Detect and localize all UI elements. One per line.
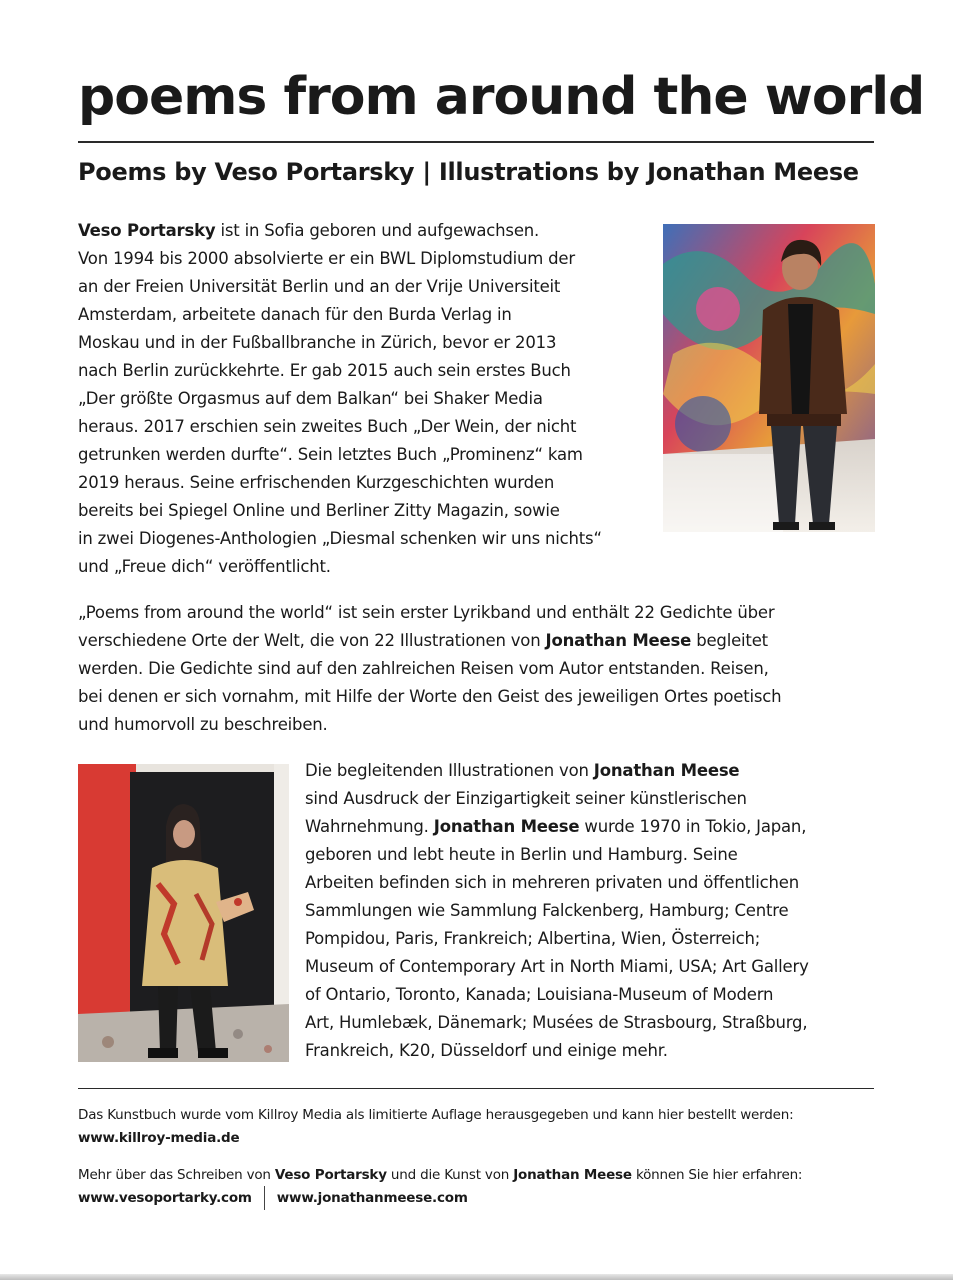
bio-veso-text: ist in Sofia geboren und aufgewachsen. <box>215 221 540 240</box>
bio-meese-line: geboren und lebt heute in Berlin und Hamburg. Seine <box>305 845 738 864</box>
website-links <box>78 1185 468 1211</box>
bio-meese-line: Sammlungen wie Sammlung Falckenberg, Hamburg; Centre <box>305 901 789 920</box>
bio-meese-text: Die begleitenden Illustrationen von <box>305 761 594 780</box>
book-intro-line: bei denen er sich vornahm, mit Hilfe der Worte den Geist des jeweiligen Ortes poetisch <box>78 687 782 706</box>
book-intro-line: werden. Die Gedichte sind auf den zahlreichen Reisen vom Autor entstanden. Reisen, <box>78 659 769 678</box>
book-intro-text: verschiedene Orte der Welt, die von 22 Illustrationen von <box>78 631 546 650</box>
book-intro-text: begleitet <box>691 631 768 650</box>
bio-veso-line: Moskau und in der Fußballbranche in Zürich, bevor er 2013 <box>78 333 557 352</box>
bio-veso-line: getrunken werden durfte“. Sein letztes Buch „Prominenz“ kam <box>78 445 583 464</box>
bio-veso-line: Amsterdam, arbeitete danach für den Burda Verlag in <box>78 305 512 324</box>
title-divider <box>78 141 874 143</box>
bio-veso-line: und „Freue dich“ veröffentlicht. <box>78 557 331 576</box>
page-title: poems from around the world <box>78 67 925 127</box>
more-info-part: Mehr über das Schreiben von <box>78 1167 275 1183</box>
bio-veso-line: Von 1994 bis 2000 absolvierte er ein BWL Diplomstudium der <box>78 249 575 268</box>
bio-meese-line: Pompidou, Paris, Frankreich; Albertina, Wien, Österreich; <box>305 929 761 948</box>
order-link[interactable]: www.killroy-media.de <box>78 1130 240 1146</box>
bio-meese-paragraph <box>305 757 880 1065</box>
bio-veso-line: in zwei Diogenes-Anthologien „Diesmal schenken wir uns nichts“ <box>78 529 602 548</box>
bio-meese-text: Wahrnehmung. <box>305 817 434 836</box>
illustrator-name: Jonathan Meese <box>433 817 580 836</box>
author-website-link[interactable]: www.vesoportarky.com <box>78 1190 252 1206</box>
bio-meese-line: Art, Humlebæk, Dänemark; Musées de Strasbourg, Straßburg, <box>305 1013 808 1032</box>
bio-meese-line: Frankreich, K20, Düsseldorf und einige mehr. <box>305 1041 668 1060</box>
illustrator-photo-image <box>78 764 289 1062</box>
bio-veso-line: an der Freien Universität Berlin und an der Vrije Universiteit <box>78 277 561 296</box>
illustrator-name: Jonathan Meese <box>513 1167 632 1183</box>
bio-meese-text: wurde 1970 in Tokio, Japan, <box>579 817 807 836</box>
bio-veso-line: „Der größte Orgasmus auf dem Balkan“ bei Shaker Media <box>78 389 543 408</box>
author-photo <box>663 224 875 532</box>
illustrator-photo <box>78 764 289 1062</box>
bio-veso-line: nach Berlin zurückkehrte. Er gab 2015 auch sein erstes Buch <box>78 361 571 380</box>
link-separator <box>264 1186 265 1210</box>
author-name: Veso Portarsky <box>78 221 216 240</box>
book-intro-paragraph <box>78 599 878 739</box>
bio-meese-line: Arbeiten befinden sich in mehreren privaten und öffentlichen <box>305 873 799 892</box>
bio-veso-line: 2019 heraus. Seine erfrischenden Kurzgeschichten wurden <box>78 473 555 492</box>
bio-veso-line <box>78 217 653 245</box>
book-intro-line: „Poems from around the world“ ist sein erster Lyrikband und enthält 22 Gedichte über <box>78 603 775 622</box>
more-info-part: und die Kunst von <box>386 1167 514 1183</box>
order-text: Das Kunstbuch wurde vom Killroy Media als limitierte Auflage herausgegeben und kann hier bestellt werden: <box>78 1107 794 1123</box>
page-bottom-edge <box>0 1274 953 1280</box>
bio-meese-line <box>305 813 880 841</box>
bio-meese-line: Museum of Contemporary Art in North Miami, USA; Art Gallery <box>305 957 809 976</box>
more-info-part: können Sie hier erfahren: <box>631 1167 803 1183</box>
book-intro-line <box>78 627 878 655</box>
author-photo-image <box>663 224 875 532</box>
more-info-text <box>78 1164 802 1186</box>
book-intro-line: und humorvoll zu beschreiben. <box>78 715 328 734</box>
bio-veso-paragraph <box>78 217 653 581</box>
bio-meese-line <box>305 757 880 785</box>
footer-divider <box>78 1088 874 1089</box>
illustrator-website-link[interactable]: www.jonathanmeese.com <box>276 1190 468 1206</box>
author-name: Veso Portarsky <box>274 1167 387 1183</box>
illustrator-name: Jonathan Meese <box>545 631 692 650</box>
bio-meese-line: sind Ausdruck der Einzigartigkeit seiner künstlerischen <box>305 789 747 808</box>
illustrator-name: Jonathan Meese <box>593 761 740 780</box>
bio-meese-line: of Ontario, Toronto, Kanada; Louisiana-Museum of Modern <box>305 985 774 1004</box>
page-subtitle: Poems by Veso Portarsky | Illustrations by Jonathan Meese <box>78 158 859 186</box>
bio-veso-line: bereits bei Spiegel Online und Berliner Zitty Magazin, sowie <box>78 501 560 520</box>
bio-veso-line: heraus. 2017 erschien sein zweites Buch „Der Wein, der nicht <box>78 417 577 436</box>
